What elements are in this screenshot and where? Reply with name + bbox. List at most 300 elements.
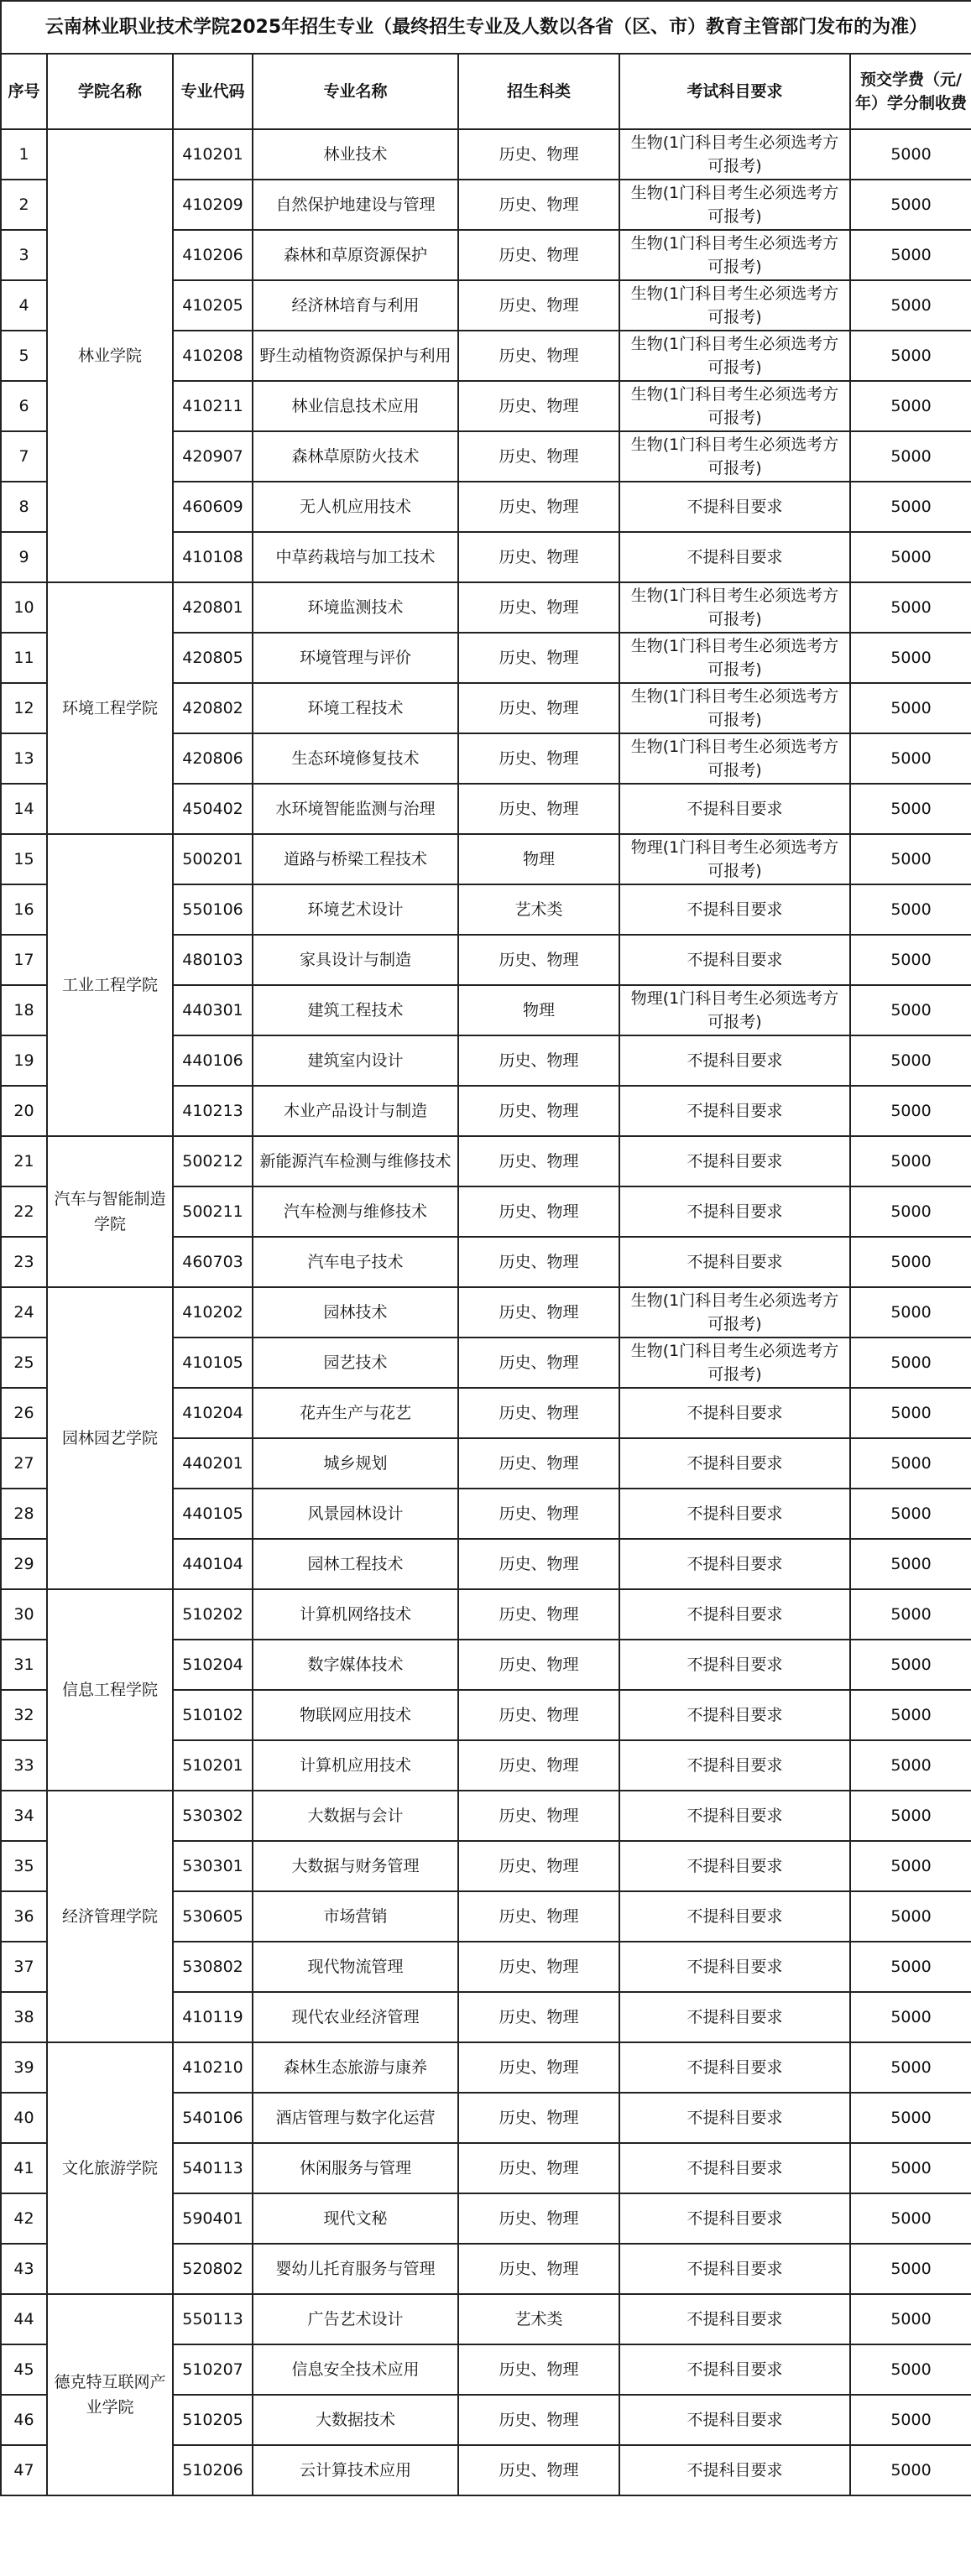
- row-category: 历史、物理: [458, 1992, 619, 2042]
- row-fee: 5000: [850, 2445, 971, 2495]
- row-seq: 8: [1, 482, 47, 532]
- row-category: 历史、物理: [458, 1690, 619, 1740]
- row-code: 530605: [173, 1891, 253, 1942]
- row-seq: 12: [1, 683, 47, 733]
- row-code: 540113: [173, 2143, 253, 2193]
- row-seq: 16: [1, 884, 47, 935]
- row-fee: 5000: [850, 2143, 971, 2193]
- row-fee: 5000: [850, 1438, 971, 1489]
- row-fee: 5000: [850, 2093, 971, 2143]
- row-subject: 生物(1门科目考生必须选考方可报考): [619, 331, 850, 381]
- row-category: 历史、物理: [458, 230, 619, 280]
- row-major: 广告艺术设计: [253, 2294, 458, 2344]
- row-fee: 5000: [850, 1791, 971, 1841]
- row-fee: 5000: [850, 733, 971, 784]
- row-code: 500212: [173, 1136, 253, 1186]
- row-subject: 不提科目要求: [619, 1640, 850, 1690]
- row-category: 历史、物理: [458, 1186, 619, 1237]
- table-row: [1, 1136, 971, 1186]
- row-major: 园艺技术: [253, 1338, 458, 1388]
- row-category: 历史、物理: [458, 683, 619, 733]
- row-seq: 5: [1, 331, 47, 381]
- row-major: 环境艺术设计: [253, 884, 458, 935]
- header-row: [1, 54, 971, 129]
- row-fee: 5000: [850, 331, 971, 381]
- row-code: 460609: [173, 482, 253, 532]
- row-seq: 36: [1, 1891, 47, 1942]
- row-major: 家具设计与制造: [253, 935, 458, 985]
- row-subject: 不提科目要求: [619, 1992, 850, 2042]
- row-fee: 5000: [850, 1539, 971, 1589]
- row-seq: 31: [1, 1640, 47, 1690]
- row-seq: 46: [1, 2395, 47, 2445]
- row-seq: 2: [1, 180, 47, 230]
- header-fee: 预交学费（元/年）学分制收费: [850, 54, 971, 129]
- row-subject: 不提科目要求: [619, 1791, 850, 1841]
- row-seq: 41: [1, 2143, 47, 2193]
- row-major: 园林技术: [253, 1287, 458, 1338]
- row-subject: 不提科目要求: [619, 884, 850, 935]
- row-category: 历史、物理: [458, 180, 619, 230]
- row-code: 410202: [173, 1287, 253, 1338]
- row-subject: 不提科目要求: [619, 1086, 850, 1136]
- header-subject: 考试科目要求: [619, 54, 850, 129]
- row-subject: 生物(1门科目考生必须选考方可报考): [619, 633, 850, 683]
- row-seq: 20: [1, 1086, 47, 1136]
- row-code: 500201: [173, 834, 253, 884]
- row-code: 520802: [173, 2244, 253, 2294]
- row-code: 410211: [173, 381, 253, 431]
- row-category: 历史、物理: [458, 280, 619, 331]
- row-fee: 5000: [850, 1338, 971, 1388]
- row-subject: 不提科目要求: [619, 1388, 850, 1438]
- row-category: 历史、物理: [458, 532, 619, 582]
- row-code: 540106: [173, 2093, 253, 2143]
- college-name: 汽车与智能制造学院: [47, 1136, 173, 1287]
- row-seq: 26: [1, 1388, 47, 1438]
- row-fee: 5000: [850, 1891, 971, 1942]
- row-code: 510206: [173, 2445, 253, 2495]
- row-fee: 5000: [850, 2244, 971, 2294]
- row-subject: 不提科目要求: [619, 532, 850, 582]
- row-category: 历史、物理: [458, 1035, 619, 1086]
- row-subject: 生物(1门科目考生必须选考方可报考): [619, 431, 850, 482]
- row-subject: 不提科目要求: [619, 1438, 850, 1489]
- row-major: 建筑工程技术: [253, 985, 458, 1035]
- row-category: 历史、物理: [458, 129, 619, 180]
- row-subject: 物理(1门科目考生必须选考方可报考): [619, 834, 850, 884]
- row-fee: 5000: [850, 985, 971, 1035]
- row-seq: 19: [1, 1035, 47, 1086]
- row-code: 410205: [173, 280, 253, 331]
- row-major: 市场营销: [253, 1891, 458, 1942]
- row-code: 510207: [173, 2344, 253, 2395]
- row-category: 历史、物理: [458, 784, 619, 834]
- row-seq: 13: [1, 733, 47, 784]
- row-code: 410204: [173, 1388, 253, 1438]
- row-fee: 5000: [850, 1186, 971, 1237]
- row-subject: 不提科目要求: [619, 2093, 850, 2143]
- row-seq: 11: [1, 633, 47, 683]
- row-fee: 5000: [850, 381, 971, 431]
- row-seq: 28: [1, 1489, 47, 1539]
- row-major: 城乡规划: [253, 1438, 458, 1489]
- row-fee: 5000: [850, 1841, 971, 1891]
- row-subject: 生物(1门科目考生必须选考方可报考): [619, 129, 850, 180]
- college-name: 环境工程学院: [47, 582, 173, 834]
- row-category: 历史、物理: [458, 1489, 619, 1539]
- table-row: [1, 1791, 971, 1841]
- row-subject: 生物(1门科目考生必须选考方可报考): [619, 582, 850, 633]
- table-row: [1, 2294, 971, 2344]
- row-seq: 35: [1, 1841, 47, 1891]
- row-subject: 不提科目要求: [619, 1035, 850, 1086]
- row-code: 450402: [173, 784, 253, 834]
- row-subject: 生物(1门科目考生必须选考方可报考): [619, 1287, 850, 1338]
- row-major: 园林工程技术: [253, 1539, 458, 1589]
- row-subject: 生物(1门科目考生必须选考方可报考): [619, 381, 850, 431]
- row-major: 婴幼儿托育服务与管理: [253, 2244, 458, 2294]
- row-seq: 3: [1, 230, 47, 280]
- row-seq: 44: [1, 2294, 47, 2344]
- row-subject: 生物(1门科目考生必须选考方可报考): [619, 683, 850, 733]
- college-name: 林业学院: [47, 129, 173, 582]
- row-code: 440104: [173, 1539, 253, 1589]
- row-fee: 5000: [850, 2395, 971, 2445]
- row-category: 历史、物理: [458, 1539, 619, 1589]
- row-fee: 5000: [850, 935, 971, 985]
- row-code: 410119: [173, 1992, 253, 2042]
- header-college: 学院名称: [47, 54, 173, 129]
- header-major: 专业名称: [253, 54, 458, 129]
- row-fee: 5000: [850, 1136, 971, 1186]
- row-subject: 不提科目要求: [619, 1186, 850, 1237]
- row-major: 物联网应用技术: [253, 1690, 458, 1740]
- row-code: 510201: [173, 1740, 253, 1791]
- row-code: 420805: [173, 633, 253, 683]
- college-name: 文化旅游学院: [47, 2042, 173, 2294]
- row-code: 410209: [173, 180, 253, 230]
- row-major: 新能源汽车检测与维修技术: [253, 1136, 458, 1186]
- row-major: 水环境智能监测与治理: [253, 784, 458, 834]
- row-category: 历史、物理: [458, 582, 619, 633]
- row-category: 历史、物理: [458, 1136, 619, 1186]
- row-seq: 33: [1, 1740, 47, 1791]
- row-subject: 不提科目要求: [619, 2042, 850, 2093]
- row-category: 历史、物理: [458, 1086, 619, 1136]
- row-major: 经济林培育与利用: [253, 280, 458, 331]
- row-seq: 6: [1, 381, 47, 431]
- row-category: 历史、物理: [458, 2093, 619, 2143]
- row-seq: 18: [1, 985, 47, 1035]
- row-subject: 不提科目要求: [619, 2143, 850, 2193]
- row-category: 历史、物理: [458, 431, 619, 482]
- row-seq: 37: [1, 1942, 47, 1992]
- row-code: 440106: [173, 1035, 253, 1086]
- row-major: 道路与桥梁工程技术: [253, 834, 458, 884]
- row-code: 420801: [173, 582, 253, 633]
- table-row: [1, 582, 971, 633]
- row-major: 现代文秘: [253, 2193, 458, 2244]
- row-code: 410213: [173, 1086, 253, 1136]
- row-seq: 23: [1, 1237, 47, 1287]
- row-major: 计算机网络技术: [253, 1589, 458, 1640]
- college-name: 工业工程学院: [47, 834, 173, 1136]
- row-category: 历史、物理: [458, 2193, 619, 2244]
- row-fee: 5000: [850, 1035, 971, 1086]
- row-category: 历史、物理: [458, 2042, 619, 2093]
- row-seq: 17: [1, 935, 47, 985]
- row-fee: 5000: [850, 280, 971, 331]
- header-category: 招生科类: [458, 54, 619, 129]
- row-major: 林业技术: [253, 129, 458, 180]
- row-seq: 24: [1, 1287, 47, 1338]
- row-seq: 40: [1, 2093, 47, 2143]
- row-major: 森林生态旅游与康养: [253, 2042, 458, 2093]
- row-seq: 32: [1, 1690, 47, 1740]
- row-category: 历史、物理: [458, 1640, 619, 1690]
- row-seq: 27: [1, 1438, 47, 1489]
- row-fee: 5000: [850, 1489, 971, 1539]
- row-category: 物理: [458, 985, 619, 1035]
- college-name: 园林园艺学院: [47, 1287, 173, 1589]
- row-code: 410108: [173, 532, 253, 582]
- row-code: 440301: [173, 985, 253, 1035]
- row-code: 460703: [173, 1237, 253, 1287]
- row-fee: 5000: [850, 2042, 971, 2093]
- row-major: 大数据与财务管理: [253, 1841, 458, 1891]
- row-subject: 物理(1门科目考生必须选考方可报考): [619, 985, 850, 1035]
- row-seq: 29: [1, 1539, 47, 1589]
- row-seq: 14: [1, 784, 47, 834]
- row-fee: 5000: [850, 532, 971, 582]
- row-major: 环境工程技术: [253, 683, 458, 733]
- row-code: 550106: [173, 884, 253, 935]
- row-code: 410206: [173, 230, 253, 280]
- header-seq: 序号: [1, 54, 47, 129]
- row-seq: 1: [1, 129, 47, 180]
- row-fee: 5000: [850, 582, 971, 633]
- row-major: 现代物流管理: [253, 1942, 458, 1992]
- row-seq: 25: [1, 1338, 47, 1388]
- row-category: 历史、物理: [458, 1791, 619, 1841]
- row-category: 历史、物理: [458, 2445, 619, 2495]
- row-major: 酒店管理与数字化运营: [253, 2093, 458, 2143]
- row-category: 历史、物理: [458, 2395, 619, 2445]
- row-seq: 34: [1, 1791, 47, 1841]
- row-fee: 5000: [850, 1388, 971, 1438]
- row-seq: 9: [1, 532, 47, 582]
- row-major: 信息安全技术应用: [253, 2344, 458, 2395]
- row-seq: 21: [1, 1136, 47, 1186]
- table-row: [1, 129, 971, 180]
- header-code: 专业代码: [173, 54, 253, 129]
- row-category: 艺术类: [458, 884, 619, 935]
- row-fee: 5000: [850, 784, 971, 834]
- row-category: 艺术类: [458, 2294, 619, 2344]
- row-fee: 5000: [850, 230, 971, 280]
- row-code: 410105: [173, 1338, 253, 1388]
- row-category: 历史、物理: [458, 1589, 619, 1640]
- row-seq: 15: [1, 834, 47, 884]
- table-row: [1, 834, 971, 884]
- row-subject: 不提科目要求: [619, 1891, 850, 1942]
- row-fee: 5000: [850, 1942, 971, 1992]
- row-fee: 5000: [850, 2193, 971, 2244]
- row-subject: 生物(1门科目考生必须选考方可报考): [619, 733, 850, 784]
- row-major: 木业产品设计与制造: [253, 1086, 458, 1136]
- row-subject: 不提科目要求: [619, 2193, 850, 2244]
- row-subject: 不提科目要求: [619, 2244, 850, 2294]
- college-name: 经济管理学院: [47, 1791, 173, 2042]
- row-subject: 生物(1门科目考生必须选考方可报考): [619, 1338, 850, 1388]
- row-category: 历史、物理: [458, 935, 619, 985]
- row-subject: 不提科目要求: [619, 1841, 850, 1891]
- college-name: 信息工程学院: [47, 1589, 173, 1791]
- row-category: 历史、物理: [458, 331, 619, 381]
- college-name: 德克特互联网产业学院: [47, 2294, 173, 2495]
- row-fee: 5000: [850, 180, 971, 230]
- row-major: 野生动植物资源保护与利用: [253, 331, 458, 381]
- row-subject: 不提科目要求: [619, 1237, 850, 1287]
- row-code: 510202: [173, 1589, 253, 1640]
- row-subject: 不提科目要求: [619, 1690, 850, 1740]
- row-code: 510205: [173, 2395, 253, 2445]
- row-major: 建筑室内设计: [253, 1035, 458, 1086]
- row-fee: 5000: [850, 1287, 971, 1338]
- row-subject: 生物(1门科目考生必须选考方可报考): [619, 280, 850, 331]
- row-major: 汽车检测与维修技术: [253, 1186, 458, 1237]
- row-subject: 不提科目要求: [619, 1942, 850, 1992]
- table-body: [1, 129, 971, 2495]
- row-code: 530802: [173, 1942, 253, 1992]
- row-subject: 不提科目要求: [619, 1489, 850, 1539]
- row-code: 440201: [173, 1438, 253, 1489]
- row-subject: 不提科目要求: [619, 2395, 850, 2445]
- table-row: [1, 1589, 971, 1640]
- row-seq: 4: [1, 280, 47, 331]
- row-category: 物理: [458, 834, 619, 884]
- row-seq: 45: [1, 2344, 47, 2395]
- row-category: 历史、物理: [458, 633, 619, 683]
- row-seq: 7: [1, 431, 47, 482]
- row-subject: 生物(1门科目考生必须选考方可报考): [619, 180, 850, 230]
- row-subject: 不提科目要求: [619, 1740, 850, 1791]
- row-major: 计算机应用技术: [253, 1740, 458, 1791]
- row-seq: 38: [1, 1992, 47, 2042]
- row-fee: 5000: [850, 633, 971, 683]
- row-code: 420802: [173, 683, 253, 733]
- row-fee: 5000: [850, 2344, 971, 2395]
- row-code: 530301: [173, 1841, 253, 1891]
- row-fee: 5000: [850, 129, 971, 180]
- row-major: 林业信息技术应用: [253, 381, 458, 431]
- row-subject: 生物(1门科目考生必须选考方可报考): [619, 230, 850, 280]
- row-fee: 5000: [850, 431, 971, 482]
- row-category: 历史、物理: [458, 1287, 619, 1338]
- row-code: 410201: [173, 129, 253, 180]
- row-subject: 不提科目要求: [619, 1136, 850, 1186]
- row-code: 550113: [173, 2294, 253, 2344]
- row-category: 历史、物理: [458, 1237, 619, 1287]
- row-major: 大数据与会计: [253, 1791, 458, 1841]
- row-major: 现代农业经济管理: [253, 1992, 458, 2042]
- row-seq: 43: [1, 2244, 47, 2294]
- row-code: 510102: [173, 1690, 253, 1740]
- row-subject: 不提科目要求: [619, 784, 850, 834]
- table-row: [1, 2042, 971, 2093]
- row-code: 420907: [173, 431, 253, 482]
- row-code: 500211: [173, 1186, 253, 1237]
- row-category: 历史、物理: [458, 1942, 619, 1992]
- row-category: 历史、物理: [458, 1438, 619, 1489]
- row-seq: 42: [1, 2193, 47, 2244]
- row-fee: 5000: [850, 2294, 971, 2344]
- row-fee: 5000: [850, 1237, 971, 1287]
- row-major: 环境管理与评价: [253, 633, 458, 683]
- row-code: 480103: [173, 935, 253, 985]
- row-subject: 不提科目要求: [619, 1539, 850, 1589]
- row-seq: 39: [1, 2042, 47, 2093]
- row-subject: 不提科目要求: [619, 935, 850, 985]
- row-category: 历史、物理: [458, 381, 619, 431]
- row-category: 历史、物理: [458, 2344, 619, 2395]
- row-seq: 22: [1, 1186, 47, 1237]
- row-major: 中草药栽培与加工技术: [253, 532, 458, 582]
- row-category: 历史、物理: [458, 1338, 619, 1388]
- row-code: 410208: [173, 331, 253, 381]
- row-category: 历史、物理: [458, 2143, 619, 2193]
- row-category: 历史、物理: [458, 2244, 619, 2294]
- row-major: 云计算技术应用: [253, 2445, 458, 2495]
- row-major: 汽车电子技术: [253, 1237, 458, 1287]
- row-major: 无人机应用技术: [253, 482, 458, 532]
- row-major: 自然保护地建设与管理: [253, 180, 458, 230]
- row-seq: 47: [1, 2445, 47, 2495]
- row-fee: 5000: [850, 683, 971, 733]
- row-fee: 5000: [850, 1690, 971, 1740]
- row-subject: 不提科目要求: [619, 1589, 850, 1640]
- row-fee: 5000: [850, 1589, 971, 1640]
- row-category: 历史、物理: [458, 1841, 619, 1891]
- row-fee: 5000: [850, 482, 971, 532]
- row-major: 森林草原防火技术: [253, 431, 458, 482]
- row-major: 森林和草原资源保护: [253, 230, 458, 280]
- row-code: 410210: [173, 2042, 253, 2093]
- row-subject: 不提科目要求: [619, 2445, 850, 2495]
- row-fee: 5000: [850, 1992, 971, 2042]
- table-row: [1, 1287, 971, 1338]
- row-code: 510204: [173, 1640, 253, 1690]
- row-code: 420806: [173, 733, 253, 784]
- row-fee: 5000: [850, 1640, 971, 1690]
- row-fee: 5000: [850, 1086, 971, 1136]
- row-category: 历史、物理: [458, 733, 619, 784]
- row-code: 590401: [173, 2193, 253, 2244]
- row-category: 历史、物理: [458, 1388, 619, 1438]
- row-code: 440105: [173, 1489, 253, 1539]
- row-category: 历史、物理: [458, 1891, 619, 1942]
- row-category: 历史、物理: [458, 482, 619, 532]
- row-subject: 不提科目要求: [619, 2344, 850, 2395]
- row-fee: 5000: [850, 884, 971, 935]
- row-major: 生态环境修复技术: [253, 733, 458, 784]
- row-major: 数字媒体技术: [253, 1640, 458, 1690]
- row-category: 历史、物理: [458, 1740, 619, 1791]
- row-subject: 不提科目要求: [619, 2294, 850, 2344]
- row-major: 休闲服务与管理: [253, 2143, 458, 2193]
- row-fee: 5000: [850, 1740, 971, 1791]
